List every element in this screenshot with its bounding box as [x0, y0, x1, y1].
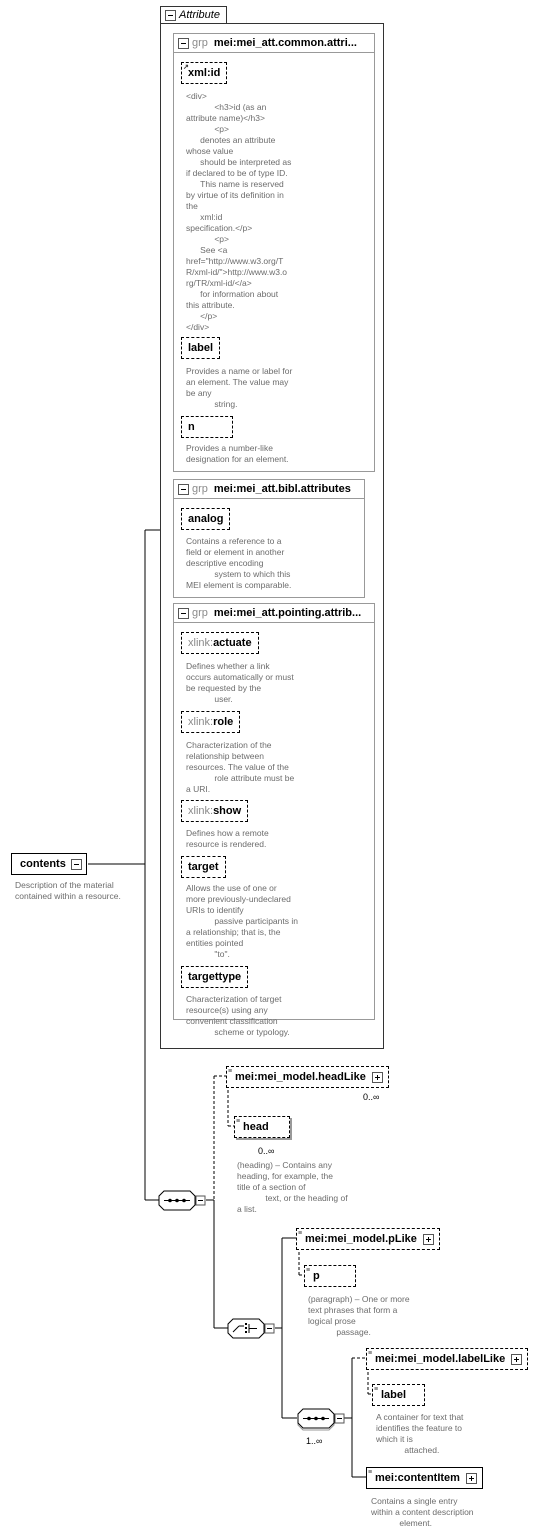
sequence-compositor-icon[interactable]: [297, 1408, 347, 1432]
attribute-description: Allows the use of one or more previously-undeclared URIs to identify passive participants in a relationship; that is, the entities pointed "to".: [186, 883, 298, 959]
group-header[interactable]: [174, 480, 364, 499]
attribute-description: Provides a number-like designation for an element.: [186, 443, 289, 464]
attribute-description: <div> <h3>id (as an attribute name)</h3> <p> denotes an attribute whose value should be interpreted as if declared to be of type ID. This name is reserved by virtue of its definition in the xml:id specification.</p> <p> See <a href="http://www.w3.org/T R/xml-id/">http://www.w3.o rg/TR/xml-id/</a> for information about this attribute. </p> </div>: [186, 91, 292, 332]
element-description: (paragraph) – One or more text phrases that form a logical prose passage.: [308, 1294, 410, 1337]
expand-icon[interactable]: [466, 1473, 477, 1484]
element-icon: ≡: [236, 1118, 241, 1125]
element-p[interactable]: ≡ p: [304, 1265, 356, 1287]
cardinality: 0..∞: [363, 1092, 380, 1102]
element-icon: ≡: [374, 1386, 379, 1393]
collapse-icon[interactable]: [165, 10, 176, 21]
element-description: (heading) – Contains any heading, for example, the title of a section of text, or the heading of a list.: [237, 1160, 348, 1214]
collapse-icon[interactable]: [178, 484, 189, 495]
group-tag: grp: [192, 483, 208, 495]
attribute-panel-title: Attribute: [179, 9, 220, 21]
collapse-icon[interactable]: [178, 608, 189, 619]
expand-icon[interactable]: [372, 1072, 383, 1083]
group-name: mei:mei_att.bibl.attributes: [213, 483, 351, 495]
attribute-marker-icon: ↗: [183, 64, 189, 71]
group-tag: grp: [192, 37, 208, 49]
element-label[interactable]: ≡ label: [372, 1384, 425, 1406]
element-icon: ≡: [368, 1469, 373, 1476]
group-header[interactable]: [174, 34, 374, 53]
group-ref-plike[interactable]: ≡ mei:mei_model.pLike: [296, 1228, 440, 1250]
root-element-contents[interactable]: contents: [11, 853, 87, 875]
attribute-analog[interactable]: analog: [181, 508, 230, 530]
sequence-compositor-icon[interactable]: [158, 1190, 208, 1212]
attribute-n[interactable]: n: [181, 416, 233, 438]
group-header[interactable]: [174, 604, 374, 623]
group-ref-labellike[interactable]: ≡ mei:mei_model.labelLike: [366, 1348, 528, 1370]
attribute-label[interactable]: label: [181, 337, 220, 359]
attribute-xml-id[interactable]: ↗ xml:id: [181, 62, 227, 84]
element-description: A container for text that identifies the feature to which it is attached.: [376, 1412, 464, 1455]
choice-compositor-icon[interactable]: [227, 1318, 277, 1340]
root-description: Description of the material contained within a resource.: [15, 880, 121, 901]
collapse-icon[interactable]: [178, 38, 189, 49]
cardinality: 0..∞: [258, 1146, 275, 1156]
attribute-description: Characterization of the relationship between resources. The value of the role attribute must be a URI.: [186, 740, 295, 794]
group-name: mei:mei_att.common.attri...: [213, 37, 357, 49]
element-description: Contains a single entry within a content description element.: [371, 1496, 474, 1528]
element-contentitem[interactable]: ≡ mei:contentItem: [366, 1467, 483, 1489]
element-head[interactable]: ≡ head: [234, 1116, 290, 1138]
attribute-panel-tab[interactable]: [160, 6, 227, 23]
element-icon: ≡: [306, 1267, 311, 1274]
group-tag: grp: [192, 607, 208, 619]
attribute-xlink-show[interactable]: xlink:show: [181, 800, 248, 822]
collapse-icon[interactable]: [71, 859, 82, 870]
cardinality: 1..∞: [306, 1436, 323, 1446]
attribute-description: Contains a reference to a field or element in another descriptive encoding system to which this MEI element is comparable.: [186, 536, 292, 590]
group-ref-headlike[interactable]: ≡ mei:mei_model.headLike: [226, 1066, 389, 1088]
attribute-description: Characterization of target resource(s) using any convenient classification scheme or typology.: [186, 994, 290, 1037]
attribute-xlink-role[interactable]: xlink:role: [181, 711, 240, 733]
attribute-target[interactable]: target: [181, 856, 226, 878]
expand-icon[interactable]: [511, 1354, 522, 1365]
group-name: mei:mei_att.pointing.attrib...: [213, 607, 362, 619]
group-ref-icon: ≡: [298, 1230, 303, 1237]
expand-icon[interactable]: [423, 1234, 434, 1245]
attribute-xlink-actuate[interactable]: xlink:actuate: [181, 632, 259, 654]
attribute-targettype[interactable]: targettype: [181, 966, 248, 988]
attribute-description: Defines whether a link occurs automatically or must be requested by the user.: [186, 661, 294, 704]
group-ref-icon: ≡: [228, 1068, 233, 1075]
group-ref-icon: ≡: [368, 1350, 373, 1357]
attribute-description: Defines how a remote resource is rendered.: [186, 828, 269, 849]
attribute-description: Provides a name or label for an element. The value may be any string.: [186, 366, 293, 409]
